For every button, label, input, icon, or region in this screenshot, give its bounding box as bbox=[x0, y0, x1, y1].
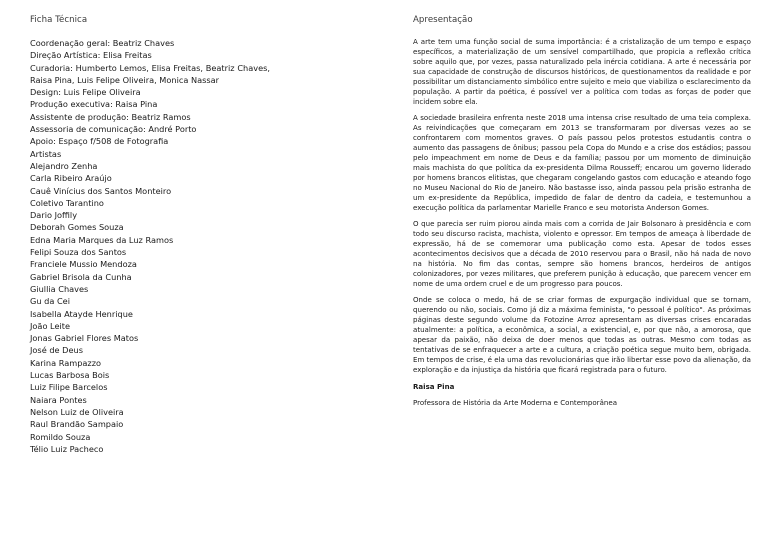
artist-name: João Leite bbox=[30, 320, 71, 331]
credit-line: Coordenação geral: Beatriz Chaves bbox=[30, 38, 175, 48]
presentation-heading: Apresentação bbox=[413, 15, 473, 25]
artist-name: Gu da Cei bbox=[30, 296, 70, 307]
artist-name: José de Deus bbox=[30, 345, 83, 356]
artist-name: Lucas Barbosa Bois bbox=[30, 370, 110, 381]
artist-name: Franciele Mussio Mendoza bbox=[30, 259, 137, 270]
artist-name: Edna Maria Marques da Luz Ramos bbox=[30, 234, 174, 245]
artist-name: Gabriel Brisola da Cunha bbox=[30, 271, 132, 282]
paragraph: Onde se coloca o medo, há de se criar formas de expurgação individual que se tornam, querendo ou não, sociais. Como já diz a máxima feminista, "o pessoal é político". As próximas páginas deste segundo volume da Fotozine Arroz apresentam as diversas crises encaradas atualmente: a política, a econômica, a social, a existencial, e, por que não, a amorosa, que apesar da paixão, não deixa de doer menos que todas as outras. Mesmo com todas as tentativas de se enfraquecer a arte e a cultura, a criação poética segue muito bem, obrigada. Em tempos de crise, é ela uma das revolucionárias que irão libertar esse povo da alienação, da exploração e da injustiça da história que ficará registrada para o futuro. bbox=[413, 295, 751, 375]
credits-list bbox=[30, 37, 280, 455]
paragraph: A arte tem uma função social de suma importância: é a cristalização de um tempo e espaço específicos, a materialização de um sensível compartilhado, que propicia a reflexão crítica sobre aquilo que, por vezes, passa naturalizado pela inércia cotidiana. A arte é necessária por sua capacidade de construção de discursos históricos, de questionamentos da realidade e por possibilitar um distanciamento simbólico entre sujeito e meio que viabiliza o esclarecimento da população. A partir da poética, é possível ver a política com todas as forças de poder que incidem sobre ela. bbox=[413, 37, 751, 106]
artist-name: Felipi Souza dos Santos bbox=[30, 247, 127, 258]
technical-sheet-heading: Ficha Técnica bbox=[30, 15, 88, 25]
signature-block bbox=[413, 382, 751, 408]
artist-name: Cauê Vinícius dos Santos Monteiro bbox=[30, 185, 172, 196]
paragraph: A sociedade brasileira enfrenta neste 2018 uma intensa crise resultado de uma teia complexa. As reivindicações que começaram em 2013 se transformaram por diversas vezes ao se confrontarem com momentos graves. O país passou pelos protestos estudantis contra o aumento das passagens de ônibus; passou pela Copa do Mundo e a crise dos estádios; passou pelo impeachment em nome de Deus e da família; passou por um momento de diminuição mais machista do que política da ex-presidenta Dilma Rousseff; encarou um governo liderado por homens brancos elitistas, que chegaram congelando gastos com educação e ateando fogo no Museu Nacional do Rio de Janeiro. Não bastasse isso, ainda passou pela prisão estranha de um ex-presidente da República, impedido de falar de dentro da cadeia, e testemunhou a execução política da parlamentar Marielle Franco e seu motorista Anderson Gomes. bbox=[413, 113, 751, 212]
credit-line: Assistente de produção: Beatriz Ramos bbox=[30, 111, 191, 122]
artist-name: Nelson Luiz de Oliveira bbox=[30, 406, 124, 417]
credit-line: Curadoria: Humberto Lemos, Elisa Freitas, Beatriz Chaves, Raisa Pina, Luis Felipe Oliveira, Monica Nassar bbox=[30, 62, 270, 85]
artist-name: Télio Luiz Pacheco bbox=[30, 443, 104, 454]
signature-role: Professora de História da Arte Moderna e Contemporânea bbox=[413, 397, 618, 407]
artist-name: Giullia Chaves bbox=[30, 283, 89, 294]
artist-name: Karina Rampazzo bbox=[30, 357, 102, 368]
credit-line: Design: Luis Felipe Oliveira bbox=[30, 87, 141, 98]
artist-name: Luiz Filipe Barcelos bbox=[30, 382, 108, 393]
artist-name: Romildo Souza bbox=[30, 431, 91, 442]
artist-name: Dario Joffily bbox=[30, 210, 78, 221]
presentation-body bbox=[413, 37, 751, 414]
artist-name: Isabella Atayde Henrique bbox=[30, 308, 133, 319]
artist-name: Coletivo Tarantino bbox=[30, 197, 104, 208]
artists-subheading: Artistas bbox=[30, 148, 62, 159]
credit-line: Apoio: Espaço f/508 de Fotografia bbox=[30, 136, 169, 147]
artist-name: Jonas Gabriel Flores Matos bbox=[30, 333, 139, 344]
paragraph: O que parecia ser ruim piorou ainda mais com a corrida de Jair Bolsonaro à presidência e com todo seu discurso racista, machista, violento e opressor. Em tempos de ameaça à liberdade de expressão, há de se comemorar uma publicação como esta. Apesar de todos esses acontecimentos decisivos que a década de 2010 reservou para o Brasil, não há nada de novo na história. No fim das contas, sempre são homens brancos, herdeiros de antigos colonizadores, por vezes militares, que preferem punição à educação, que parecem vencer em nome de uma ordem cruel e de um progresso para poucos. bbox=[413, 219, 751, 288]
credit-line: Produção executiva: Raisa Pina bbox=[30, 99, 158, 110]
signature-name: Raisa Pina bbox=[413, 381, 455, 391]
artist-name: Naiara Pontes bbox=[30, 394, 87, 405]
artist-name: Carla Ribeiro Araújo bbox=[30, 173, 112, 184]
artist-name: Alejandro Zenha bbox=[30, 160, 98, 171]
credit-line: Direção Artística: Elisa Freitas bbox=[30, 50, 152, 61]
credit-line: Assessoria de comunicação: André Porto bbox=[30, 124, 197, 135]
artist-name: Raul Brandão Sampaio bbox=[30, 419, 124, 430]
artist-name: Deborah Gomes Souza bbox=[30, 222, 124, 233]
